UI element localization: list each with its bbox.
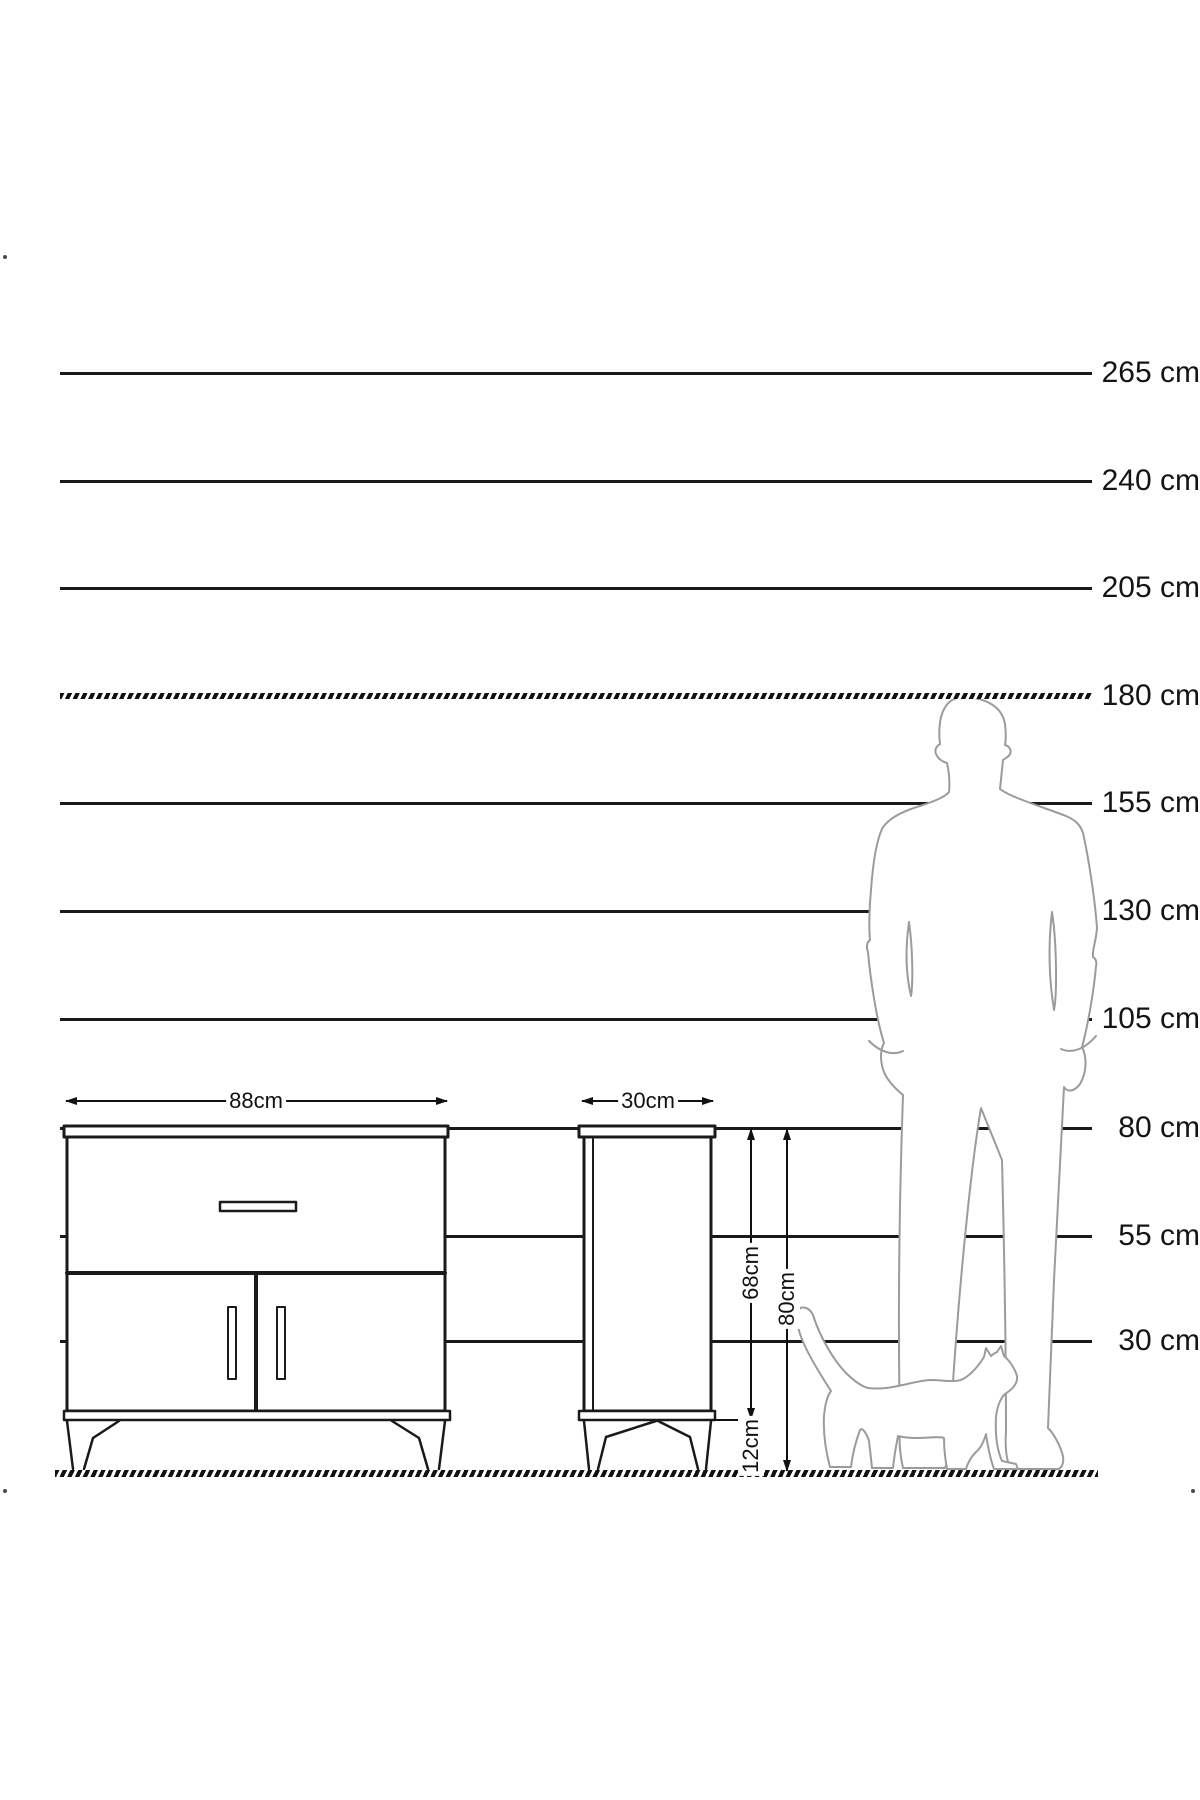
scale-label-105-cm: 105 cm bbox=[1101, 1002, 1200, 1035]
leg-height-label: 12cm bbox=[738, 1416, 764, 1476]
scale-label-30-cm: 30 cm bbox=[1118, 1324, 1200, 1357]
scale-label-265-cm: 265 cm bbox=[1101, 356, 1200, 389]
body-height-label: 68cm bbox=[738, 1243, 764, 1303]
scale-label-130-cm: 130 cm bbox=[1101, 894, 1200, 927]
side-width-label: 30cm bbox=[618, 1088, 678, 1114]
scale-label-80-cm: 80 cm bbox=[1118, 1111, 1200, 1144]
total-height-label: 80cm bbox=[774, 1269, 800, 1329]
scale-label-180-cm: 180 cm bbox=[1101, 679, 1200, 712]
scale-label-55-cm: 55 cm bbox=[1118, 1219, 1200, 1252]
front-width-label: 88cm bbox=[226, 1088, 286, 1114]
scale-label-155-cm: 155 cm bbox=[1101, 786, 1200, 819]
scale-label-205-cm: 205 cm bbox=[1101, 571, 1200, 604]
scale-label-240-cm: 240 cm bbox=[1101, 464, 1200, 497]
